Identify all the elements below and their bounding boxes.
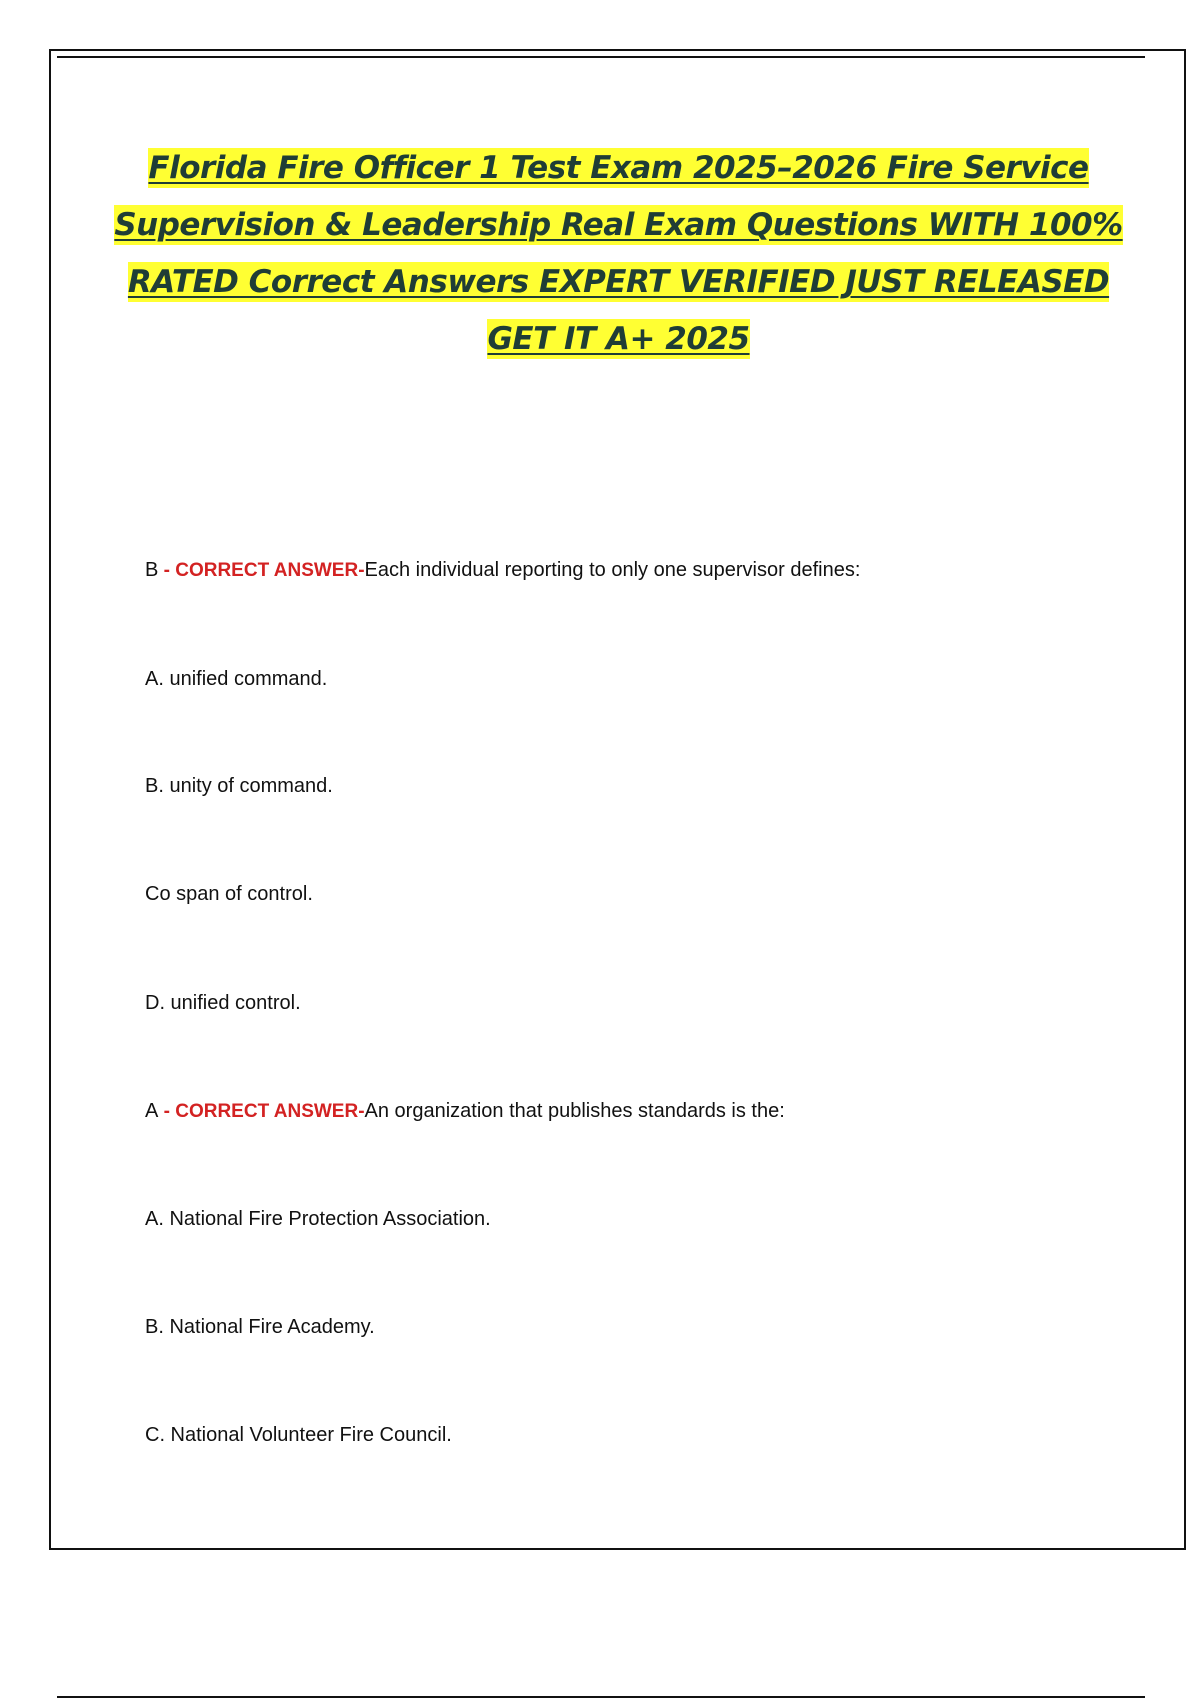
answer-letter: A bbox=[145, 1100, 159, 1122]
answer-letter: B bbox=[145, 559, 159, 581]
question-text: An organization that publishes standards is the: bbox=[364, 1100, 785, 1122]
document-title bbox=[100, 140, 1137, 368]
top-rule bbox=[57, 56, 1145, 58]
question-text: Each individual reporting to only one supervisor defines: bbox=[364, 559, 861, 581]
answer-separator: - bbox=[158, 560, 176, 581]
correct-answer-tag: CORRECT ANSWER bbox=[175, 560, 359, 581]
option-item: A. unified command. bbox=[145, 668, 328, 690]
option-item: A. National Fire Protection Association. bbox=[145, 1208, 491, 1230]
option-item: B. unity of command. bbox=[145, 775, 333, 797]
option-item: C. National Volunteer Fire Council. bbox=[145, 1424, 452, 1446]
option-item: Co span of control. bbox=[145, 883, 313, 905]
answer-dash: - bbox=[358, 560, 365, 581]
document-title-text: Florida Fire Officer 1 Test Exam 2025–2026 Fire Service Supervision & Leadership Real Exam Questions WITH 100% RATED Correct Answers EXPERT VERIFIED JUST RELEASED GET IT A+ 2025 bbox=[114, 150, 1123, 357]
option-item: B. National Fire Academy. bbox=[145, 1316, 375, 1338]
question-2 bbox=[145, 1098, 785, 1125]
answer-dash: - bbox=[358, 1101, 365, 1122]
question-1 bbox=[145, 557, 860, 584]
answer-separator: - bbox=[158, 1101, 176, 1122]
bottom-rule bbox=[57, 1696, 1145, 1698]
option-item: D. unified control. bbox=[145, 992, 301, 1014]
correct-answer-tag: CORRECT ANSWER bbox=[175, 1101, 359, 1122]
